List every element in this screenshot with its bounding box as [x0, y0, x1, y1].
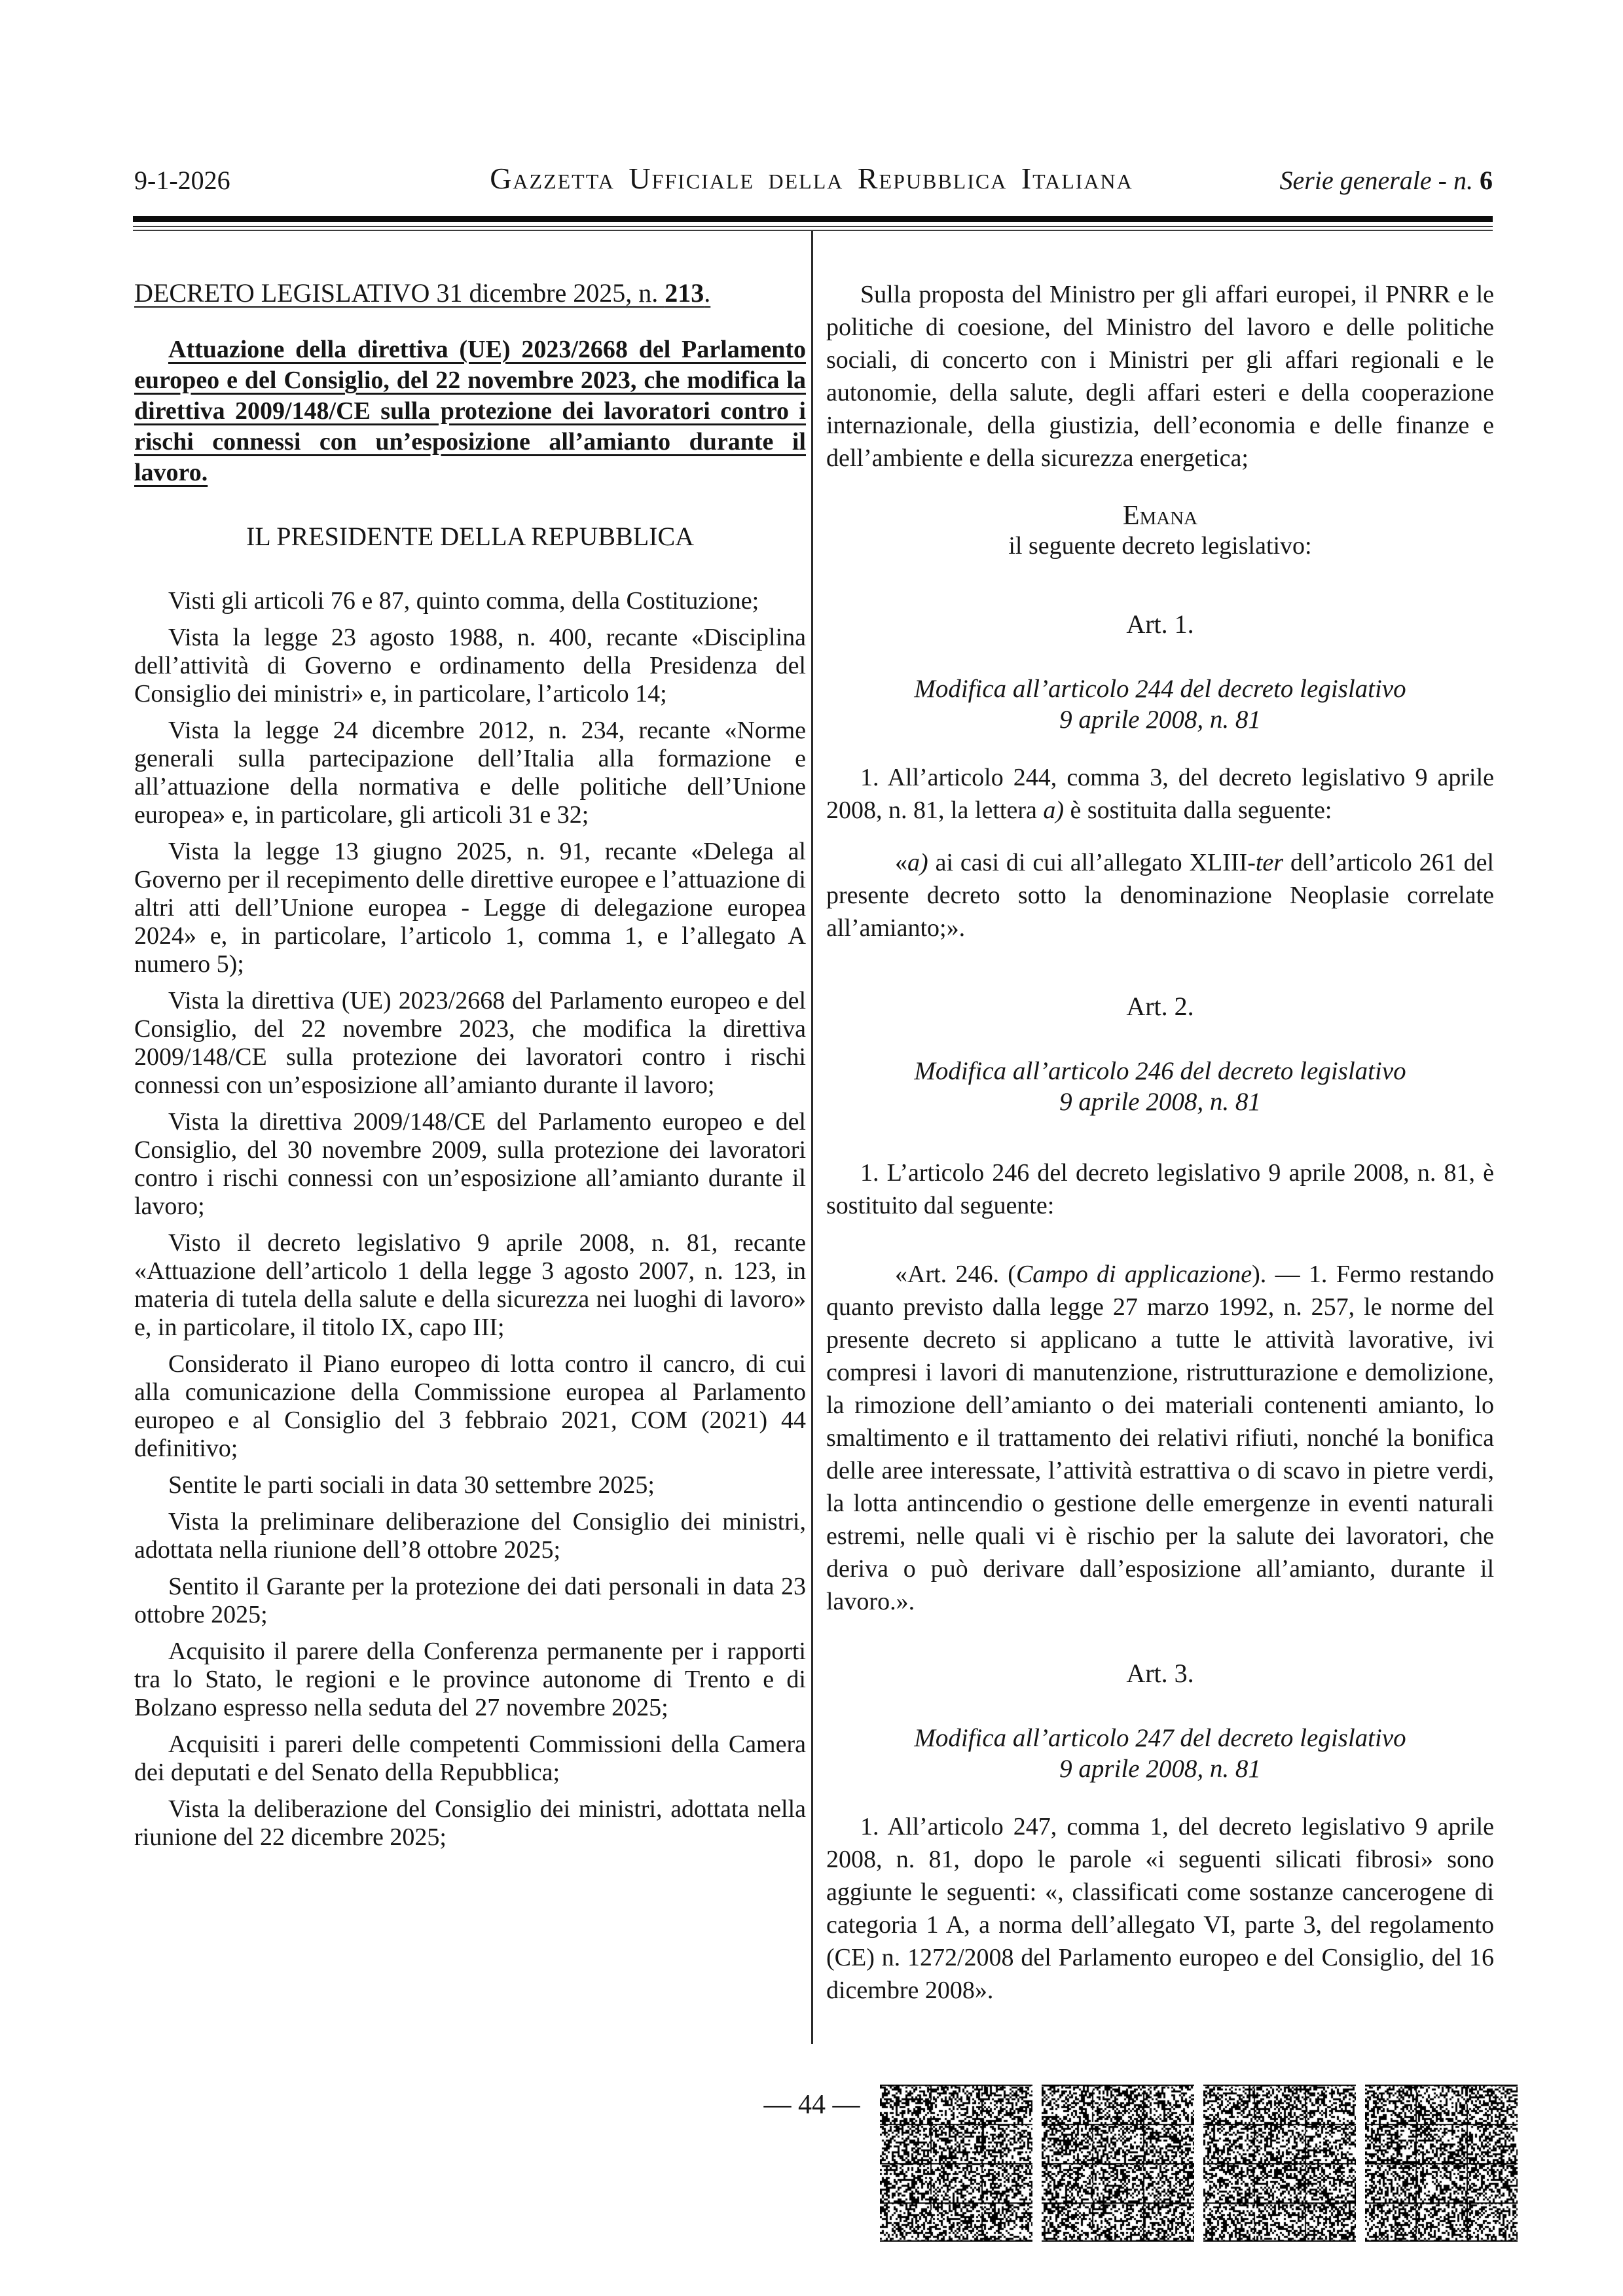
barcode-block-1 [880, 2085, 1032, 2242]
recital-11: Sentito il Garante per la protezione dei dati personali in data 23 ottobre 2025; [134, 1573, 806, 1628]
emana-heading: Emana [1122, 501, 1198, 531]
article-2-subtitle-line1: Modifica all’articolo 246 del decreto legislativo [914, 1057, 1406, 1085]
barcode-block-4 [1365, 2085, 1518, 2242]
barcode-block-3 [1203, 2085, 1356, 2242]
article-1-number: Art. 1. [1126, 609, 1194, 639]
recital-6: Vista la direttiva 2009/148/CE del Parlamento europeo e del Consiglio, del 30 novembre 2009, sulla protezione dei lavoratori contro i rischi connessi con un’esposizione all’amianto durante il lavoro; [134, 1108, 806, 1220]
article-1-subtitle-line2: 9 aprile 2008, n. 81 [1059, 706, 1261, 734]
proposal-paragraph: Sulla proposta del Ministro per gli affari europei, il PNRR e le politiche di coesione, del Ministro del lavoro e delle politiche sociali, di concerto con i Ministri per gli affari regionali e le autonomie, della salute, degli affari esteri e della cooperazione internazionale, della giustizia, dell’economia e delle finanze e dell’ambiente e della sicurezza energetica; [826, 281, 1494, 472]
emana-subtitle: il seguente decreto legislativo: [1008, 532, 1312, 560]
recital-10: Vista la preliminare deliberazione del Consiglio dei ministri, adottata nella riunione dell’8 ottobre 2025; [134, 1508, 806, 1564]
recital-5: Vista la direttiva (UE) 2023/2668 del Parlamento europeo e del Consiglio, del 22 novembre 2023, che modifica la direttiva 2009/148/CE sulla protezione dei lavoratori contro i rischi connessi con un’esposizione all’amianto durante il lavoro; [134, 987, 806, 1099]
article-1-paragraph-1: 1. All’articolo 244, comma 3, del decreto legislativo 9 aprile 2008, n. 81, la lettera a) è sostituita dalla seguente: [826, 764, 1494, 824]
header-rule-thin [133, 226, 1493, 231]
article-1-subtitle [826, 673, 1494, 735]
article-3-paragraph-1: 1. All’articolo 247, comma 1, del decreto legislativo 9 aprile 2008, n. 81, dopo le parole «i seguenti silicati fibrosi» sono aggiunte le seguenti: «, classificati come sostanze cancerogene di categoria 1 A, a norma dell’allegato VI, parte 3, del regolamento (CE) n. 1272/2008 del Parlamento europeo e del Consiglio, del 16 dicembre 2008». [826, 1813, 1494, 2004]
article-2-paragraph-1: 1. L’articolo 246 del decreto legislativo 9 aprile 2008, n. 81, è sostituito dal seguente: [826, 1159, 1494, 1219]
left-column [134, 278, 806, 1860]
decree-abstract: Attuazione della direttiva (UE) 2023/2668 del Parlamento europeo e del Consiglio, del 22 novembre 2023, che modifica la direttiva 2009/148/CE sulla protezione dei lavoratori contro i rischi connessi con un’esposizione all’amianto durante il lavoro. [134, 336, 806, 486]
article-2-subtitle [826, 1056, 1494, 1117]
barcode-block-2 [1042, 2085, 1194, 2242]
article-2-paragraph-2: «Art. 246. (Campo di applicazione). — 1. Fermo restando quanto previsto dalla legge 27 marzo 1992, n. 257, le norme del presente decreto si applicano a tutte le attività lavorative, ivi compresi i lavori di manutenzione, ristrutturazione e demolizione, la rimozione dell’amianto o dei materiali contenenti amianto, lo smaltimento e il trattamento dei relativi rifiuti, nonché la bonifica delle aree interessate, l’attività estrattiva o di scavo in pietre verdi, la lotta antincendio o gestione delle emergenze in eventi naturali estremi, nelle quali vi è rischio per la salute dei lavoratori, che deriva o può derivare dall’esposizione all’amianto, durante il lavoro.». [826, 1261, 1494, 1615]
page-number: — 44 — [763, 2090, 860, 2120]
recital-13: Acquisiti i pareri delle competenti Commissioni della Camera dei deputati e del Senato della Repubblica; [134, 1731, 806, 1786]
recital-3: Vista la legge 24 dicembre 2012, n. 234, recante «Norme generali sulla partecipazione dell’Italia alla formazione e all’attuazione della normativa e delle politiche dell’Unione europea» e, in particolare, gli articoli 31 e 32; [134, 717, 806, 829]
recital-8: Considerato il Piano europeo di lotta contro il cancro, di cui alla comunicazione della Commissione europea al Parlamento europeo e al Consiglio del 3 febbraio 2021, COM (2021) 44 definitivo; [134, 1350, 806, 1462]
right-column [826, 278, 1494, 2007]
article-3-number: Art. 3. [1126, 1659, 1194, 1688]
article-3-subtitle [826, 1723, 1494, 1784]
article-3-subtitle-line2: 9 aprile 2008, n. 81 [1059, 1755, 1261, 1783]
header-date: 9-1-2026 [134, 166, 230, 195]
series-info: Serie generale - n. 6 [1279, 166, 1493, 195]
recital-14: Vista la deliberazione del Consiglio dei ministri, adottata nella riunione del 22 dicembre 2025; [134, 1795, 806, 1851]
gazette-title: Gazzetta Ufficiale della Repubblica Italiana [490, 162, 1133, 195]
header-rule-thick [133, 216, 1493, 222]
recital-2: Vista la legge 23 agosto 1988, n. 400, recante «Disciplina dell’attività di Governo e ordinamento della Presidenza del Consiglio dei ministri» e, in particolare, l’articolo 14; [134, 624, 806, 708]
article-2-subtitle-line2: 9 aprile 2008, n. 81 [1059, 1088, 1261, 1116]
column-divider [811, 231, 813, 2044]
article-1-paragraph-2: «a) ai casi di cui all’allegato XLIII-ter dell’articolo 261 del presente decreto sotto la denominazione Neoplasie correlate all’amianto;». [826, 849, 1494, 942]
recital-12: Acquisito il parere della Conferenza permanente per i rapporti tra lo Stato, le regioni e le province autonome di Trento e di Bolzano espresso nella seduta del 27 novembre 2025; [134, 1638, 806, 1721]
decree-title: DECRETO LEGISLATIVO 31 dicembre 2025, n. 213. [134, 278, 711, 308]
article-1-subtitle-line1: Modifica all’articolo 244 del decreto legislativo [914, 675, 1406, 703]
barcode-strip [880, 2085, 1518, 2242]
recital-1: Visti gli articoli 76 e 87, quinto comma, della Costituzione; [168, 587, 759, 615]
article-2-number: Art. 2. [1126, 992, 1194, 1021]
recital-7: Visto il decreto legislativo 9 aprile 2008, n. 81, recante «Attuazione dell’articolo 1 della legge 3 agosto 2007, n. 123, in materia di tutela della salute e della sicurezza nei luoghi di lavoro» e, in particolare, il titolo IX, capo III; [134, 1229, 806, 1341]
recital-4: Vista la legge 13 giugno 2025, n. 91, recante «Delega al Governo per il recepimento delle direttive europee e l’attuazione di altri atti dell’Unione europea - Legge di delegazione europea 2024» e, in particolare, l’articolo 1, comma 1, e l’allegato A numero 5); [134, 838, 806, 978]
president-heading: IL PRESIDENTE DELLA REPUBBLICA [246, 522, 695, 551]
recital-9: Sentite le parti sociali in data 30 settembre 2025; [168, 1471, 655, 1499]
article-3-subtitle-line1: Modifica all’articolo 247 del decreto legislativo [914, 1724, 1406, 1752]
